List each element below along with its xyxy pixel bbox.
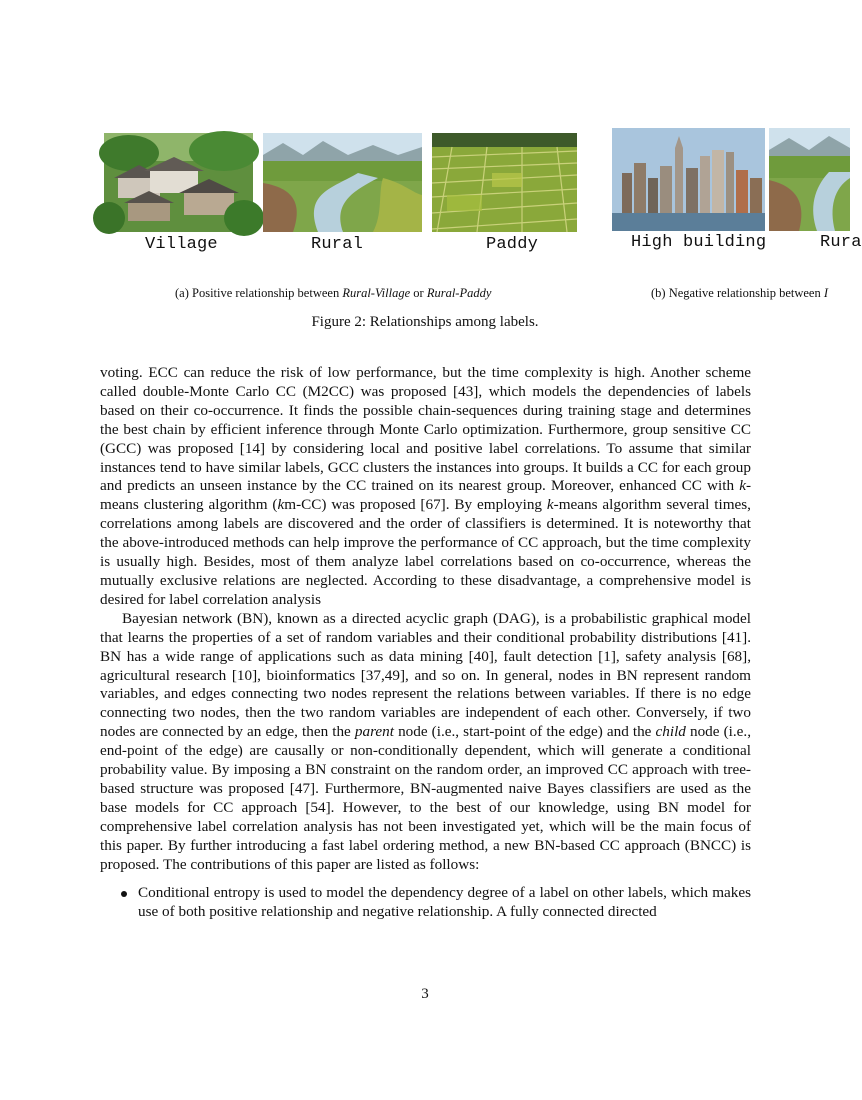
- city-skyline-photo: [612, 128, 765, 231]
- subcaption-a-prefix: (a) Positive relationship between: [175, 286, 343, 300]
- subcaption-a-term2: Rural-Paddy: [426, 286, 492, 300]
- p1-k-italic-1: k: [739, 477, 746, 495]
- paragraph-1: [100, 364, 751, 610]
- paragraph-2: [100, 610, 751, 875]
- p2-text-1: Bayesian network (BN), known as a directed acyclic graph (DAG), is a probabilistic graphical model that learns the properties of a set of random variables and their conditional probability distributions [41]. BN has a wide range of applications such as data mining [40], fault detection [1], safety analysis [68], agricultural research [10], bioinformatics [37,49], and so on. In general, nodes in BN represent random variables, and edges connecting two nodes represent the relations between variables. If there is no edge connecting two nodes, then the two random variables are independent of each other. Conversely, if two nodes are connected by an edge, then the: [100, 609, 751, 741]
- bullet-text: Conditional entropy is used to model the dependency degree of a label on other labels, which makes use of both positive relationship and negative relationship. A fully connected directed: [138, 884, 751, 921]
- contributions-list: [100, 884, 751, 922]
- high-building-image: [612, 128, 765, 231]
- figure-caption: Figure 2: Relationships among labels.: [311, 314, 539, 330]
- list-item: [100, 884, 751, 922]
- rural-label-cropped: Rura: [820, 233, 862, 252]
- p1-text-2: -means clustering algorithm (: [100, 477, 751, 514]
- body-text: [100, 364, 751, 922]
- village-image: [104, 133, 253, 232]
- subcaption-b-prefix: (b) Negative relationship between: [651, 286, 824, 300]
- p1-text-1: voting. ECC can reduce the risk of low performance, but the time complexity is high. Another scheme called double-Monte Carlo CC (M2CC) was proposed [43], which models the dependencies of labels based on their co-occurrence. It finds the possible chain-sequences during training stage and determines the best chain by efficient inference through Monte Carlo optimization. Furthermore, group sensitive CC (GCC) was proposed [14] by considering local and positive label correlations. To assume that similar instances tend to have similar labels, GCC clusters the instances into groups. It builds a CC for each group and predicts an unseen instance by the CC trained on its nearest group. Moreover, enhanced CC with: [100, 364, 751, 495]
- page-number: 3: [421, 986, 429, 1002]
- p2-parent-italic: parent: [354, 723, 394, 741]
- p1-k-italic-2: k: [277, 496, 285, 514]
- rural-image: [263, 133, 422, 232]
- bullet-icon: [121, 891, 127, 897]
- village-label: Village: [145, 235, 218, 254]
- p2-child-italic: child: [655, 723, 686, 741]
- village-photo: [104, 133, 253, 232]
- subcaption-b-term1: I: [823, 286, 829, 300]
- rural-river-photo: [263, 133, 422, 232]
- rural-label: Rural: [311, 235, 364, 254]
- rural-image-cropped: [769, 128, 850, 231]
- p1-text-4: -means algorithm several times, correlations among labels are discovered and the order of classifiers is determined. It is noteworthy that the above-introduced methods can help improve the performance of CC approach, but the time complexity is usually high. Besides, most of them analyze label correlations based on co-occurrence, whereas the mutually exclusive relations are neglected. According to these disadvantage, a comprehensive model is desired for label correlation analysis: [100, 496, 751, 608]
- p2-text-3: node (i.e., end-point of the edge) are causally or non-conditionally dependent, which will generate a conditional probability value. By imposing a BN constraint on the random order, an improved CC approach with tree-based structure was proposed [47]. Furthermore, BN-augmented naive Bayes classifiers are used as the base models for CC approach [54]. However, to the best of our knowledge, using BN model for comprehensive label correlation analysis has not been investigated yet, which will be the main focus of this paper. By further introducing a fast label ordering method, a new BN-based CC approach (BNCC) is proposed. The contributions of this paper are listed as follows:: [100, 723, 751, 873]
- subcaption-a: [175, 286, 491, 301]
- paddy-fields-photo: [432, 133, 577, 232]
- subcaption-a-term1: Rural-Village: [342, 286, 411, 300]
- rural-river-photo-cropped: [769, 128, 850, 231]
- paddy-image: [432, 133, 577, 232]
- p2-text-2: node (i.e., start-point of the edge) and the: [393, 723, 656, 741]
- subcaption-b: [651, 286, 828, 301]
- subcaption-a-middle: or: [410, 286, 427, 300]
- high-building-label: High building: [631, 233, 767, 252]
- paddy-label: Paddy: [486, 235, 539, 254]
- p1-k-italic-3: k: [546, 496, 554, 514]
- p1-text-3: m-CC) was proposed [67]. By employing: [284, 496, 547, 514]
